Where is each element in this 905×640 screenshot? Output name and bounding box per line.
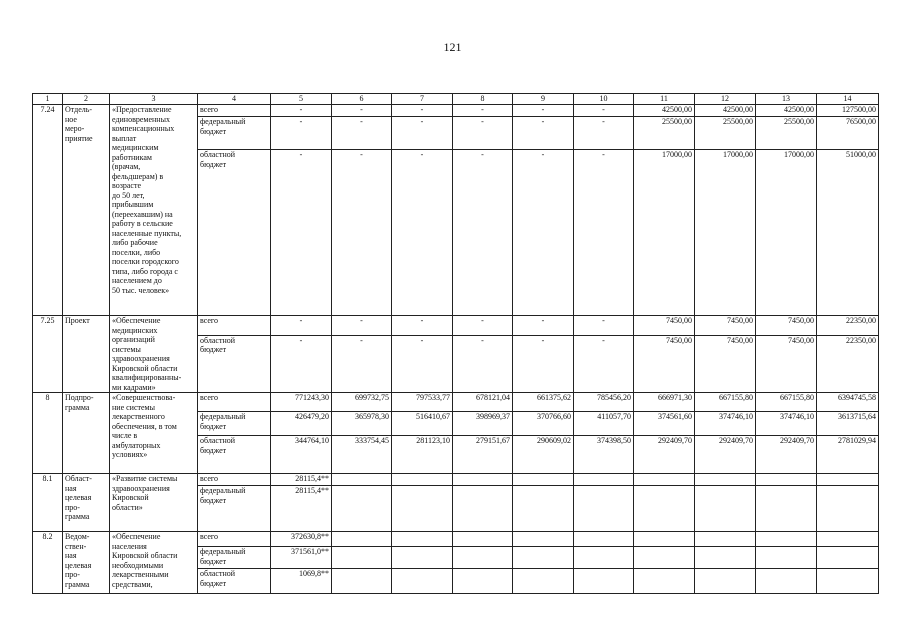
value-cell: 22350,00	[817, 316, 879, 336]
value-cell: -	[392, 335, 453, 392]
value-cell	[513, 486, 574, 532]
value-cell: -	[574, 117, 634, 150]
value-cell: -	[574, 316, 634, 336]
funding-source: федеральный бюджет	[198, 117, 271, 150]
value-cell: 699732,75	[332, 393, 392, 412]
value-cell: 51000,00	[817, 150, 879, 316]
value-cell: -	[574, 335, 634, 392]
value-cell	[817, 532, 879, 547]
value-cell: 661375,62	[513, 393, 574, 412]
value-cell: 365978,30	[332, 412, 392, 436]
column-header: 14	[817, 94, 879, 105]
row-number: 8	[33, 393, 63, 474]
column-header: 2	[63, 94, 110, 105]
row-number: 8.2	[33, 532, 63, 594]
value-cell: 785456,20	[574, 393, 634, 412]
column-header: 3	[110, 94, 198, 105]
value-cell	[756, 569, 817, 594]
row-title: «Развитие системы здравоохранения Кировской области»	[110, 474, 198, 532]
value-cell: 667155,80	[756, 393, 817, 412]
value-cell: 28115,4**	[271, 486, 332, 532]
value-cell	[756, 547, 817, 569]
value-cell	[695, 569, 756, 594]
value-cell: 371561,0**	[271, 547, 332, 569]
table-row	[33, 474, 879, 486]
funding-source: федеральный бюджет	[198, 547, 271, 569]
value-cell: -	[332, 150, 392, 316]
value-cell: 7450,00	[634, 316, 695, 336]
value-cell: 516410,67	[392, 412, 453, 436]
value-cell: 42500,00	[695, 105, 756, 117]
value-cell: 374746,10	[695, 412, 756, 436]
value-cell	[513, 547, 574, 569]
value-cell: -	[392, 150, 453, 316]
funding-source: областной бюджет	[198, 436, 271, 474]
value-cell: -	[332, 335, 392, 392]
table-row	[33, 316, 879, 336]
value-cell	[513, 569, 574, 594]
value-cell: 797533,77	[392, 393, 453, 412]
column-header: 8	[453, 94, 513, 105]
value-cell: -	[271, 150, 332, 316]
value-cell: 281123,10	[392, 436, 453, 474]
value-cell	[574, 474, 634, 486]
row-type: Ведом- ствен- ная целевая про- грамма	[63, 532, 110, 594]
value-cell: 127500,00	[817, 105, 879, 117]
value-cell: -	[574, 150, 634, 316]
value-cell: 2781029,94	[817, 436, 879, 474]
value-cell	[332, 569, 392, 594]
row-type: Отдель- ное меро- приятие	[63, 105, 110, 316]
value-cell: 7450,00	[756, 316, 817, 336]
value-cell	[392, 532, 453, 547]
value-cell: -	[453, 150, 513, 316]
funding-source: всего	[198, 316, 271, 336]
value-cell	[453, 569, 513, 594]
value-cell: 374398,50	[574, 436, 634, 474]
table-row	[33, 393, 879, 412]
value-cell: -	[453, 105, 513, 117]
funding-source: областной бюджет	[198, 150, 271, 316]
value-cell	[453, 532, 513, 547]
value-cell: 370766,60	[513, 412, 574, 436]
value-cell: 17000,00	[634, 150, 695, 316]
funding-source: всего	[198, 105, 271, 117]
value-cell: 333754,45	[332, 436, 392, 474]
page-number: 121	[443, 40, 462, 54]
funding-source: областной бюджет	[198, 335, 271, 392]
value-cell: 7450,00	[634, 335, 695, 392]
value-cell	[634, 547, 695, 569]
value-cell: 42500,00	[634, 105, 695, 117]
column-header: 9	[513, 94, 574, 105]
column-header: 1	[33, 94, 63, 105]
value-cell: 7450,00	[695, 335, 756, 392]
value-cell	[332, 547, 392, 569]
column-header: 11	[634, 94, 695, 105]
value-cell: 292409,70	[634, 436, 695, 474]
value-cell: 426479,20	[271, 412, 332, 436]
column-header: 12	[695, 94, 756, 105]
value-cell: 398969,37	[453, 412, 513, 436]
value-cell	[332, 532, 392, 547]
value-cell: -	[453, 335, 513, 392]
value-cell	[332, 474, 392, 486]
value-cell: -	[332, 316, 392, 336]
funding-source: областной бюджет	[198, 569, 271, 594]
value-cell	[392, 486, 453, 532]
value-cell	[574, 532, 634, 547]
row-type: Проект	[63, 316, 110, 393]
value-cell: -	[332, 105, 392, 117]
value-cell: 666971,30	[634, 393, 695, 412]
value-cell: 25500,00	[695, 117, 756, 150]
value-cell: 17000,00	[756, 150, 817, 316]
value-cell	[695, 532, 756, 547]
column-header: 13	[756, 94, 817, 105]
value-cell	[453, 486, 513, 532]
column-header: 4	[198, 94, 271, 105]
value-cell	[756, 474, 817, 486]
value-cell: 1069,8**	[271, 569, 332, 594]
value-cell: -	[332, 117, 392, 150]
value-cell	[634, 532, 695, 547]
value-cell: 76500,00	[817, 117, 879, 150]
row-number: 8.1	[33, 474, 63, 532]
value-cell: -	[574, 105, 634, 117]
value-cell: 374561,60	[634, 412, 695, 436]
column-header: 7	[392, 94, 453, 105]
value-cell: 374746,10	[756, 412, 817, 436]
column-header: 5	[271, 94, 332, 105]
value-cell: -	[271, 335, 332, 392]
value-cell	[695, 474, 756, 486]
value-cell: 292409,70	[756, 436, 817, 474]
value-cell: 667155,80	[695, 393, 756, 412]
value-cell: 7450,00	[756, 335, 817, 392]
value-cell: 22350,00	[817, 335, 879, 392]
value-cell	[574, 569, 634, 594]
header-row	[33, 94, 879, 105]
row-title: «Совершенствова- ние системы лекарственного обеспечения, в том числе в амбулаторных условиях»	[110, 393, 198, 474]
funding-source: федеральный бюджет	[198, 412, 271, 436]
value-cell: 17000,00	[695, 150, 756, 316]
value-cell: -	[271, 316, 332, 336]
value-cell	[513, 474, 574, 486]
value-cell	[817, 547, 879, 569]
value-cell: 411057,70	[574, 412, 634, 436]
funding-source: федеральный бюджет	[198, 486, 271, 532]
row-title: «Предоставление единовременных компенсационных выплат медицинским работникам (врачам, фельдшерам) в возрасте до 50 лет, прибывшим (переехавшим) на работу в сельские населенные пункты, либо рабочие поселки, либо поселки городского типа, либо города с населением до 50 тыс. человек»	[110, 105, 198, 316]
row-title: «Обеспечение медицинских организаций системы здравоохранения Кировской области квалифицированны- ми кадрами»	[110, 316, 198, 393]
value-cell	[695, 486, 756, 532]
value-cell: -	[392, 117, 453, 150]
value-cell	[453, 474, 513, 486]
value-cell: 678121,04	[453, 393, 513, 412]
value-cell	[513, 532, 574, 547]
funding-source: всего	[198, 393, 271, 412]
value-cell: -	[453, 117, 513, 150]
value-cell	[756, 486, 817, 532]
value-cell: 7450,00	[695, 316, 756, 336]
value-cell: 292409,70	[695, 436, 756, 474]
value-cell	[392, 569, 453, 594]
value-cell	[574, 486, 634, 532]
funding-source: всего	[198, 474, 271, 486]
value-cell: 42500,00	[756, 105, 817, 117]
value-cell: 279151,67	[453, 436, 513, 474]
row-number: 7.25	[33, 316, 63, 393]
row-type: Подпро- грамма	[63, 393, 110, 474]
value-cell	[817, 569, 879, 594]
column-header: 10	[574, 94, 634, 105]
value-cell	[756, 532, 817, 547]
value-cell: -	[271, 105, 332, 117]
value-cell: -	[453, 316, 513, 336]
budget-table	[32, 93, 879, 594]
value-cell: 6394745,58	[817, 393, 879, 412]
table-row	[33, 105, 879, 117]
value-cell: 771243,30	[271, 393, 332, 412]
value-cell	[817, 474, 879, 486]
value-cell: 28115,4**	[271, 474, 332, 486]
value-cell: -	[392, 105, 453, 117]
value-cell	[453, 547, 513, 569]
value-cell: 372630,8**	[271, 532, 332, 547]
row-type: Област- ная целевая про- грамма	[63, 474, 110, 532]
value-cell: 344764,10	[271, 436, 332, 474]
row-number: 7.24	[33, 105, 63, 316]
value-cell: 290609,02	[513, 436, 574, 474]
value-cell: -	[513, 117, 574, 150]
value-cell: -	[271, 117, 332, 150]
value-cell: -	[392, 316, 453, 336]
value-cell	[634, 486, 695, 532]
value-cell: -	[513, 150, 574, 316]
value-cell	[574, 547, 634, 569]
value-cell: -	[513, 316, 574, 336]
value-cell	[392, 547, 453, 569]
value-cell	[332, 486, 392, 532]
value-cell	[634, 569, 695, 594]
funding-source: всего	[198, 532, 271, 547]
value-cell	[695, 547, 756, 569]
row-title: «Обеспечение населения Кировской области необходимыми лекарственными средствами,	[110, 532, 198, 594]
column-header: 6	[332, 94, 392, 105]
value-cell	[392, 474, 453, 486]
value-cell: 25500,00	[634, 117, 695, 150]
value-cell: 25500,00	[756, 117, 817, 150]
value-cell: 3613715,64	[817, 412, 879, 436]
value-cell	[817, 486, 879, 532]
table-row	[33, 532, 879, 547]
value-cell	[634, 474, 695, 486]
value-cell: -	[513, 335, 574, 392]
value-cell: -	[513, 105, 574, 117]
